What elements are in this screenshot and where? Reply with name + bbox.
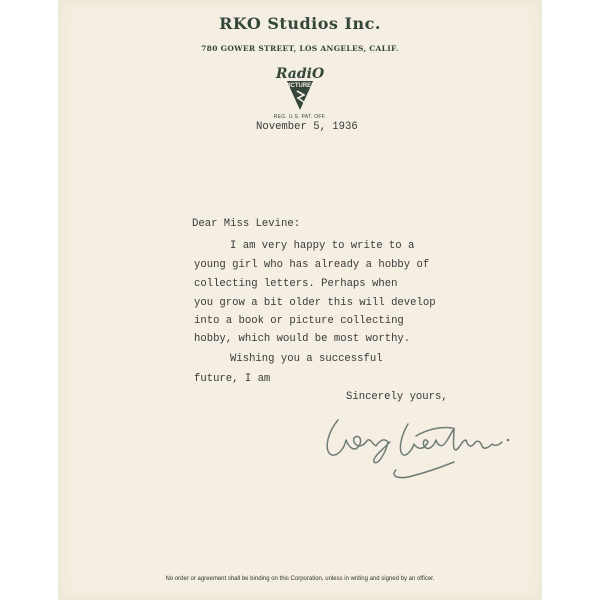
body-line: Wishing you a successful: [230, 353, 383, 365]
svg-text:RadiO: RadiO: [275, 66, 325, 82]
closing: Sincerely yours,: [346, 391, 448, 403]
body-line: young girl who has already a hobby of: [194, 259, 430, 271]
body-line: into a book or picture collecting: [194, 315, 404, 327]
svg-text:PICTURES: PICTURES: [284, 83, 316, 89]
handwritten-signature: [316, 410, 522, 486]
salutation: Dear Miss Levine:: [192, 218, 301, 230]
letter-date: November 5, 1936: [256, 121, 358, 133]
registration-mark: REG. U.S. PAT. OFF.: [273, 114, 327, 120]
letter-sheet: [58, 0, 542, 600]
rko-radio-pictures-logo-icon: [273, 58, 327, 112]
body-line: you grow a bit older this will develop: [194, 297, 436, 309]
body-line: future, I am: [194, 373, 271, 385]
footer-disclaimer: No order or agreement shall be binding on this Corporation, unless in writing and signed by an officer.: [165, 576, 435, 582]
company-name: RKO Studios Inc.: [219, 14, 381, 33]
company-address: 780 GOWER STREET, LOS ANGELES, CALIF.: [201, 44, 399, 53]
body-line: collecting letters. Perhaps when: [194, 278, 398, 290]
body-line: I am very happy to write to a: [230, 240, 415, 252]
body-line: hobby, which would be most worthy.: [194, 333, 411, 345]
